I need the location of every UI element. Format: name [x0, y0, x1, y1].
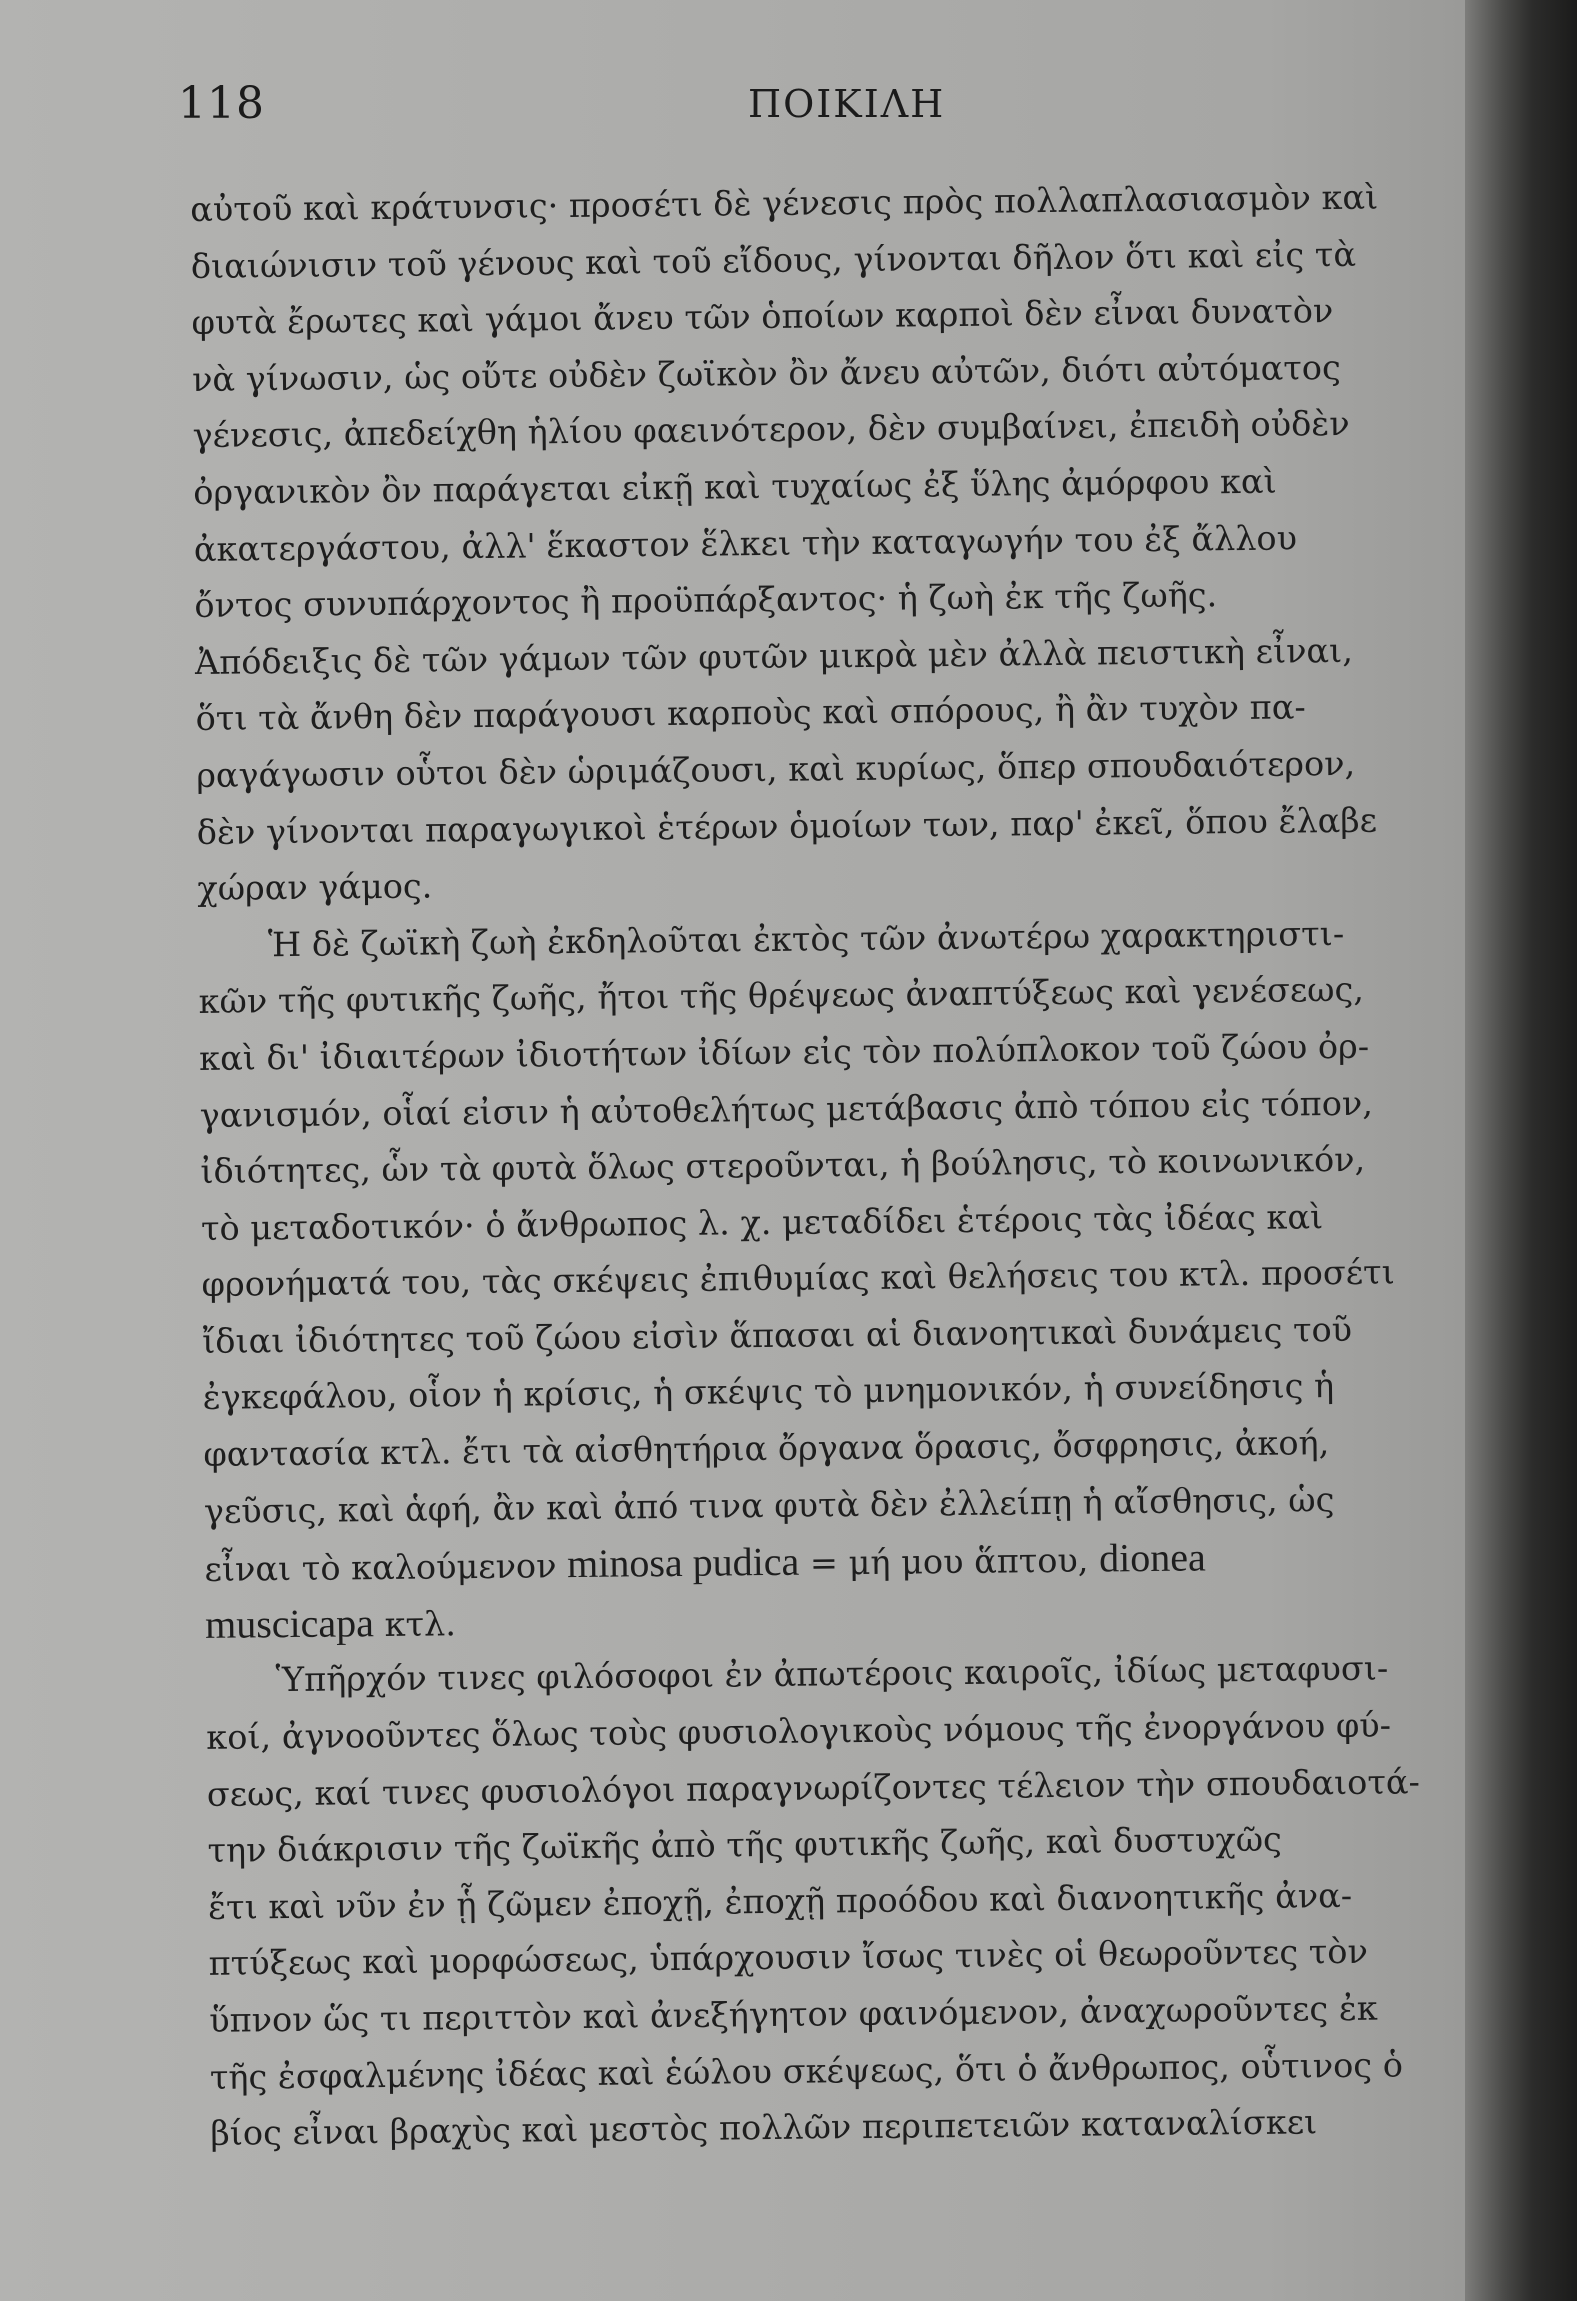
text-line: πτύξεως καὶ μορφώσεως, ὑπάρχουσιν ἴσως τινὲς οἱ θεωροῦντες τὸν [208, 1932, 1369, 1984]
text-line: ἐγκεφάλου, οἷον ἡ κρίσις, ἡ σκέψις τὸ μνημονικόν, ἡ συνείδησις ἡ [202, 1366, 1335, 1418]
text-line: Ἀπόδειξις δὲ τῶν γάμων τῶν φυτῶν μικρὰ μὲν ἀλλὰ πειστικὴ εἶναι, [194, 630, 1354, 682]
body-text [190, 169, 1461, 2163]
text-line: Ἡ δὲ ζωϊκὴ ζωὴ ἐκδηλοῦται ἐκτὸς τῶν ἀνωτέρω χαρακτηριστι- [267, 913, 1345, 964]
text-line: εἶναι τὸ καλούμενον minosa pudica = μή μου ἅπτου, dionea [204, 1534, 1206, 1590]
text-line: χώραν γάμος. [197, 866, 433, 909]
latin-term: minosa pudica [566, 1538, 800, 1587]
text-line: ὅτι τὰ ἄνθη δὲν παράγουσι καρποὺς καὶ σπόρους, ἢ ἂν τυχὸν πα- [195, 687, 1306, 739]
text-line: φρονήματά του, τὰς σκέψεις ἐπιθυμίας καὶ θελήσεις του κτλ. προσέτι [201, 1252, 1395, 1305]
text-line: τὸ μεταδοτικόν· ὁ ἄνθρωπος λ. χ. μεταδίδει ἑτέροις τὰς ἰδέας καὶ [200, 1196, 1324, 1248]
text-line: ὕπνον ὥς τι περιττὸν καὶ ἀνεξήγητον φαινόμενον, ἀναχωροῦντες ἐκ [209, 1988, 1378, 2040]
page-number: 118 [178, 78, 265, 129]
latin-term: dionea [1098, 1534, 1206, 1581]
text-line: ἰδιότητες, ὧν τὰ φυτὰ ὅλως στεροῦνται, ἡ βούλησις, τὸ κοινωνικόν, [200, 1139, 1366, 1192]
text-line: τῆς ἐσφαλμένης ἰδέας καὶ ἑώλου σκέψεως, ὅτι ὁ ἄνθρωπος, οὗτινος ὁ [209, 2044, 1404, 2097]
text-line: διαιώνισιν τοῦ γένους καὶ τοῦ εἴδους, γίνονται δῆλον ὅτι καὶ εἰς τὰ [190, 234, 1357, 286]
text-line: κῶν τῆς φυτικῆς ζωῆς, ἤτοι τῆς θρέψεως ἀναπτύξεως καὶ γενέσεως, [198, 970, 1365, 1022]
text-line: γένεσις, ἀπεδείχθη ἡλίου φαεινότερον, δὲν συμβαίνει, ἐπειδὴ οὐδὲν [192, 404, 1350, 456]
running-title: ΠΟΙΚΙΛΗ [748, 82, 946, 126]
text-line: Ὑπῆρχόν τινες φιλόσοφοι ἐν ἀπωτέροις καιροῖς, ἰδίως μεταφυσι- [275, 1648, 1389, 1700]
text-line: κοί, ἀγνοοῦντες ὅλως τοὺς φυσιολογικοὺς νόμους τῆς ἐνοργάνου φύ- [206, 1705, 1392, 1757]
text-line: γεῦσις, καὶ ἁφή, ἂν καὶ ἀπό τινα φυτὰ δὲν ἐλλείπῃ ἡ αἴσθησις, ὡς [203, 1479, 1335, 1531]
text-line: muscicapa κτλ. [204, 1599, 457, 1647]
text-line: φαντασία κτλ. ἔτι τὰ αἰσθητήρια ὄργανα ὅρασις, ὄσφρησις, ἀκοή, [203, 1423, 1330, 1474]
text-line: αὐτοῦ καὶ κράτυνσις· προσέτι δὲ γένεσις πρὸς πολλαπλασιασμὸν καὶ [190, 177, 1379, 229]
text-line: ὀργανικὸν ὂν παράγεται εἰκῇ καὶ τυχαίως ἐξ ὕλης ἀμόρφου καὶ [193, 461, 1277, 512]
text-line: σεως, καί τινες φυσιολόγοι παραγνωρίζοντες τέλειον τὴν σπουδαιοτά- [206, 1761, 1421, 1814]
text-line: ἴδιαι ἰδιότητες τοῦ ζώου εἰσὶν ἅπασαι αἱ διανοητικαὶ δυνάμεις τοῦ [201, 1309, 1353, 1361]
text-line: νὰ γίνωσιν, ὡς οὔτε οὐδὲν ζωϊκὸν ὂν ἄνευ αὐτῶν, διότι αὐτόματος [191, 347, 1341, 399]
text-line: ραγάγωσιν οὗτοι δὲν ὡριμάζουσι, καὶ κυρίως, ὅπερ σπουδαιότερον, [196, 743, 1356, 795]
text-line: ἔτι καὶ νῦν ἐν ᾗ ζῶμεν ἐποχῇ, ἐποχῇ προόδου καὶ διανοητικῆς ἀνα- [207, 1875, 1353, 1927]
text-line: φυτὰ ἔρωτες καὶ γάμοι ἄνευ τῶν ὁποίων καρποὶ δὲν εἶναι δυνατὸν [191, 291, 1334, 343]
page-header [178, 78, 1418, 158]
book-spine-shadow [1465, 0, 1577, 2301]
text-line: ὄντος συνυπάρχοντος ἢ προϋπάρξαντος· ἡ ζωὴ ἐκ τῆς ζωῆς. [194, 575, 1218, 626]
text-line: δὲν γίνονται παραγωγικοὶ ἑτέρων ὁμοίων των, παρ' ἐκεῖ, ὅπου ἔλαβε [196, 800, 1378, 852]
latin-term: muscicapa [204, 1599, 375, 1647]
text-line: ἀκατεργάστου, ἀλλ' ἕκαστον ἕλκει τὴν καταγωγήν του ἐξ ἄλλου [193, 517, 1298, 569]
text-line: γανισμόν, οἷαί εἰσιν ἡ αὐτοθελήτως μετάβασις ἀπὸ τόπου εἰς τόπον, [199, 1083, 1374, 1135]
text-line: καὶ δι' ἰδιαιτέρων ἰδιοτήτων ἰδίων εἰς τὸν πολύπλοκον τοῦ ζώου ὀρ- [198, 1026, 1370, 1078]
text-line: βίος εἶναι βραχὺς καὶ μεστὸς πολλῶν περιπετειῶν καταναλίσκει [210, 2102, 1318, 2154]
text-line: την διάκρισιν τῆς ζωϊκῆς ἀπὸ τῆς φυτικῆς ζωῆς, καὶ δυστυχῶς [207, 1819, 1282, 1871]
